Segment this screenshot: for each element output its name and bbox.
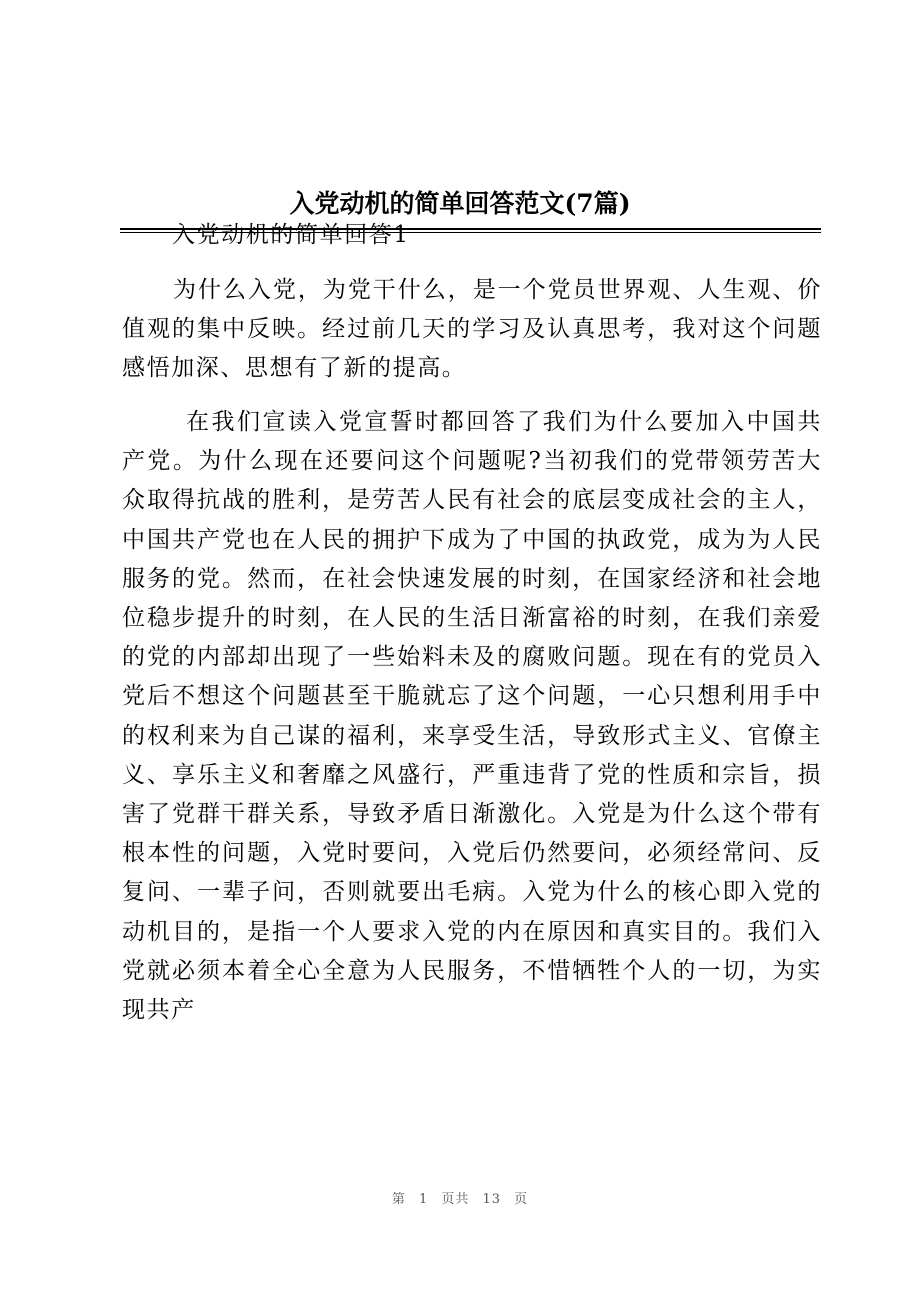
- page-number-footer: 第 1 页共 13 页: [391, 1192, 529, 1207]
- document-title: 入党动机的简单回答范文(7篇): [289, 189, 631, 218]
- paragraph-1: 为什么入党，为党干什么，是一个党员世界观、人生观、价值观的集中反映。经过前几天的学习及认真思考，我对这个问题感悟加深、思想有了新的提高。: [122, 277, 822, 381]
- section-heading: 入党动机的简单回答1: [172, 222, 410, 248]
- document-body: [122, 216, 822, 1030]
- paragraph-2: 在我们宣读入党宣誓时都回答了我们为什么要加入中国共产党。为什么现在还要问这个问题呢?当初我们的党带领劳苦大众取得抗战的胜利，是劳苦人民有社会的底层变成社会的主人，中国共产党也在人民的拥护下成为了中国的执政党，成为为人民服务的党。然而，在社会快速发展的时刻，在国家经济和社会地位稳步提升的时刻，在人民的生活日渐富裕的时刻，在我们亲爱的党的内部却出现了一些始料未及的腐败问题。现在有的党员入党后不想这个问题甚至干脆就忘了这个问题，一心只想利用手中的权利来为自己谋的福利，来享受生活，导致形式主义、官僚主义、享乐主义和奢靡之风盛行，严重违背了党的性质和宗旨，损害了党群干群关系，导致矛盾日渐激化。入党是为什么这个带有根本性的问题，入党时要问，入党后仍然要问，必须经常问、反复问、一辈子问，否则就要出毛病。入党为什么的核心即入党的动机目的，是指一个人要求入党的内在原因和真实目的。我们入党就必须本着全心全意为人民服务，不惜牺牲个人的一切，为实现共产: [122, 409, 822, 1024]
